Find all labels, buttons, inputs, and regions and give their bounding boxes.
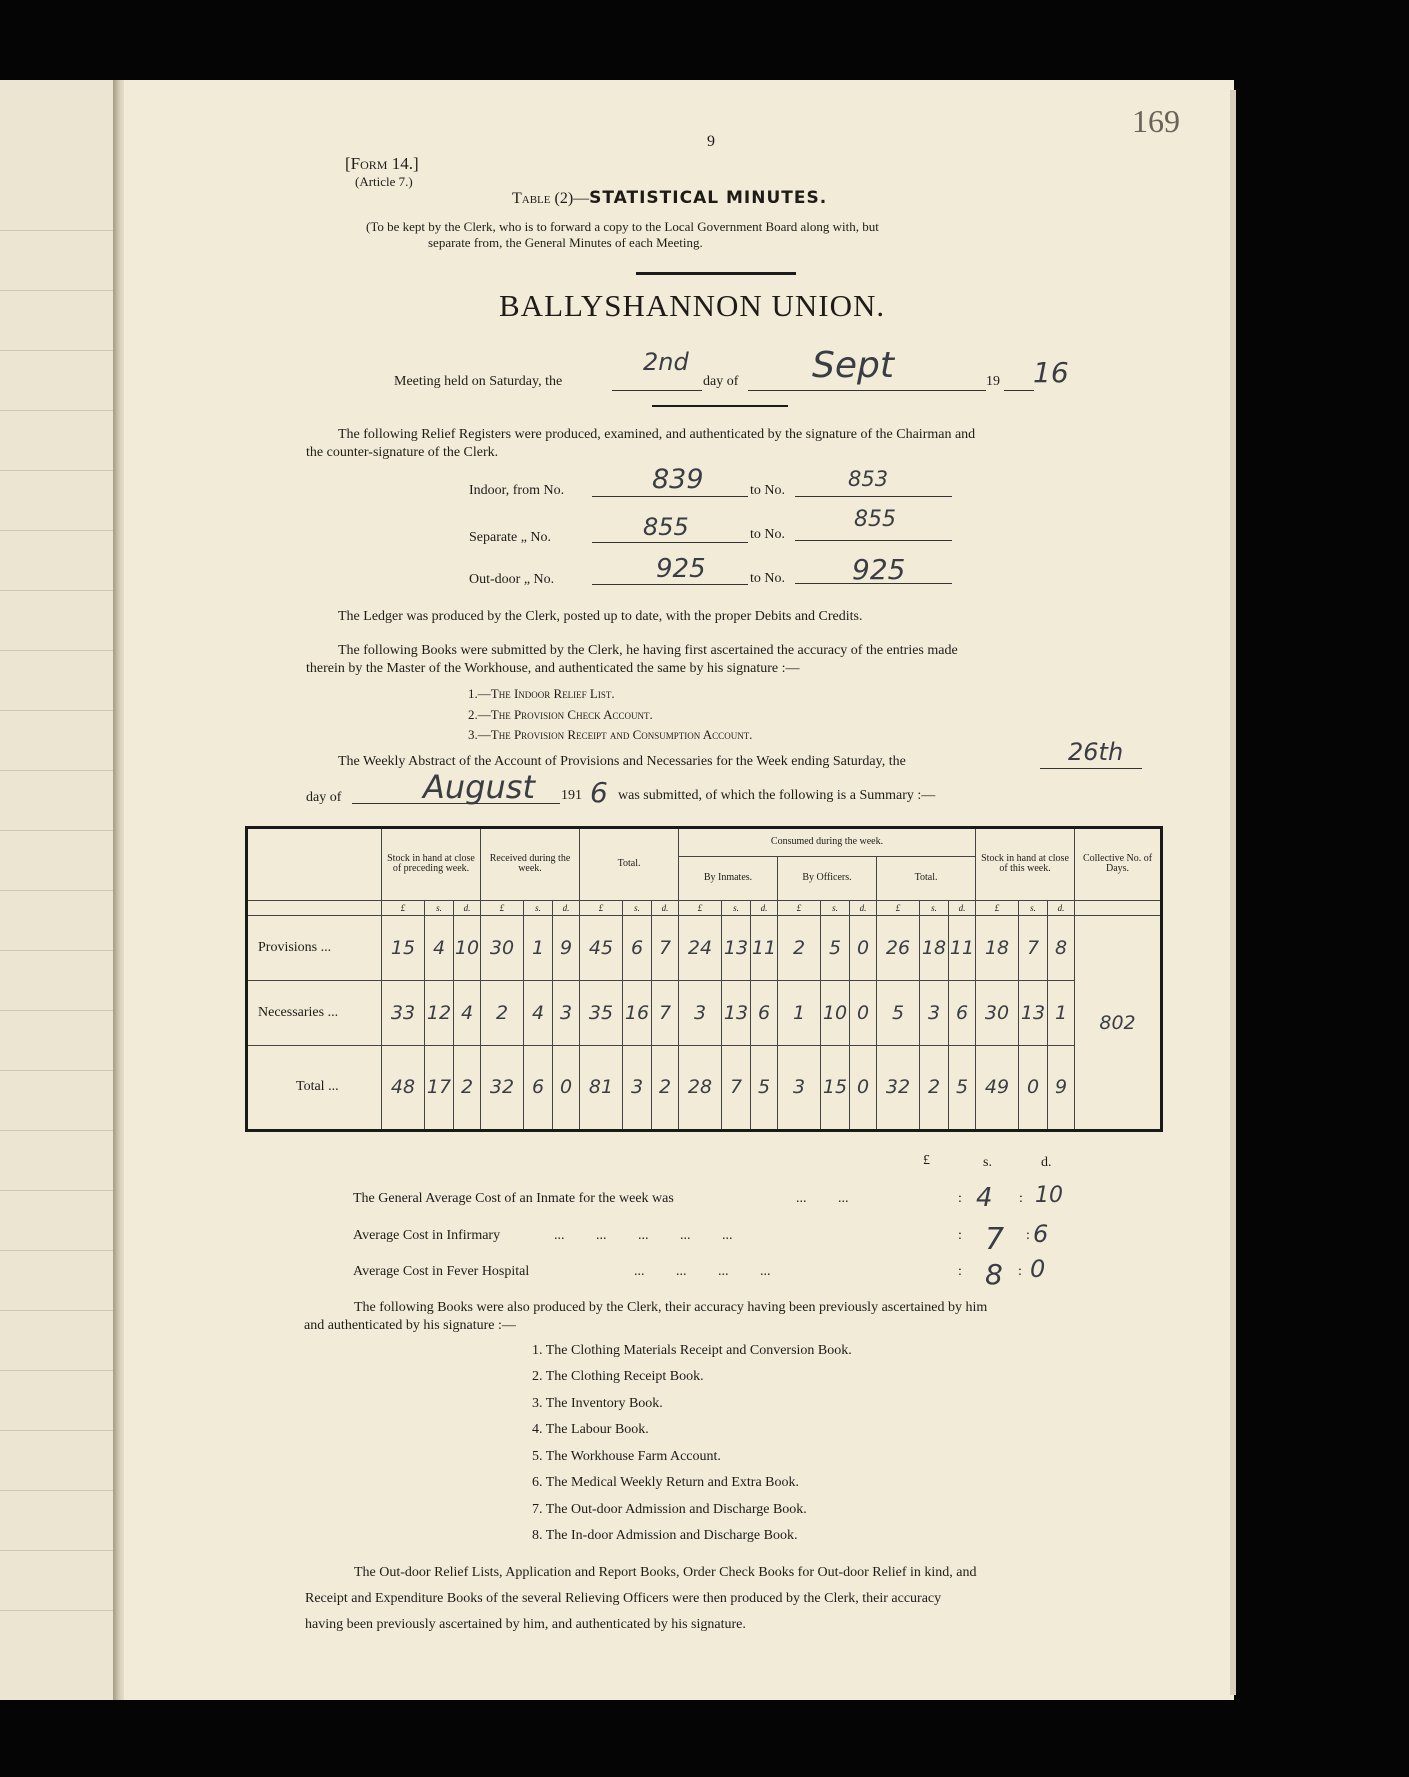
abstract-day-line (1040, 768, 1142, 769)
header-by-inmates: By Inmates. (679, 857, 778, 901)
provisions-dots: ... (320, 940, 332, 956)
table-cell: 6 (751, 981, 778, 1046)
provisions-row (247, 916, 1162, 981)
cost-fever-label: Average Cost in Fever Hospital (353, 1264, 530, 1279)
cost-general-colon: : (958, 1191, 962, 1206)
also-intro-2: and authenticated by his signature :— (304, 1318, 516, 1333)
table-cell: 32 (877, 1045, 920, 1130)
cost-fever-colon: : (958, 1264, 962, 1279)
unit-label: £ (778, 900, 821, 916)
table-cell: 2 (481, 981, 524, 1046)
table-cell: 6 (949, 981, 976, 1046)
table-cell: 2 (920, 1045, 949, 1130)
books-intro-1: The following Books were submitted by the Clerk, he having first ascertained the accuracy of the entries made (338, 643, 958, 658)
meeting-month-line (748, 390, 986, 391)
cost-general-s: 4 (976, 1183, 993, 1213)
table-cell: 0 (553, 1045, 580, 1130)
meeting-prefix-text: Meeting held on Saturday, the (394, 374, 563, 389)
total-row (247, 1045, 1162, 1130)
abstract-year: 6 (590, 776, 608, 809)
register-outdoor-to: 925 (852, 553, 906, 586)
unit-label: £ (976, 900, 1019, 916)
book-also-2: 2. The Clothing Receipt Book. (532, 1369, 704, 1384)
header-stock-end: Stock in hand at close of this week. (976, 828, 1075, 901)
book-submitted-1: 1.—The Indoor Relief List. (468, 686, 615, 701)
unit-label: £ (679, 900, 722, 916)
table-cell: 5 (877, 981, 920, 1046)
necessaries-label: Necessaries (258, 1004, 325, 1020)
cost-general-d: 10 (1035, 1183, 1063, 1208)
table-cell: 4 (454, 981, 481, 1046)
table-cell: 7 (652, 981, 679, 1046)
cost-unit-pence: d. (1041, 1155, 1052, 1170)
unit-label: s. (524, 900, 553, 916)
summary-table (245, 826, 1163, 1132)
table-cell: 2 (454, 1045, 481, 1130)
table-cell: 7 (722, 1045, 751, 1130)
register-outdoor-from: 925 (656, 554, 706, 584)
table-cell: 1 (524, 916, 553, 981)
page-number: 9 (707, 133, 715, 150)
table-cell: 9 (553, 916, 580, 981)
unit-label: s. (1019, 900, 1048, 916)
meeting-year: 16 (1033, 356, 1069, 389)
table-cell: 7 (652, 916, 679, 981)
unit-label: £ (580, 900, 623, 916)
closing-line-2: Receipt and Expenditure Books of the several Relieving Officers were then produced by the Clerk, their accuracy (305, 1591, 942, 1606)
book-submitted-3: 3.—The Provision Receipt and Consumption Account. (468, 727, 753, 742)
meeting-day-line (612, 390, 702, 391)
table-cell: 13 (722, 981, 751, 1046)
table-cell: 33 (382, 981, 425, 1046)
abstract-day-of: day of (306, 790, 342, 805)
total-dots: ... (328, 1079, 339, 1095)
table-cell: 15 (821, 1045, 850, 1130)
meeting-month: Sept (812, 345, 894, 386)
register-outdoor-from-line (592, 584, 748, 585)
table-cell: 4 (425, 916, 454, 981)
meeting-prefix (394, 374, 562, 390)
book-also-5: 5. The Workhouse Farm Account. (532, 1449, 721, 1464)
book-also-4: 4. The Labour Book. (532, 1422, 649, 1437)
unit-blank-collective (1075, 900, 1162, 916)
table-cell: 3 (623, 1045, 652, 1130)
table-cell: 32 (481, 1045, 524, 1130)
closing-line-1: The Out-door Relief Lists, Application and Report Books, Order Check Books for Out-door Relief in kind, and (354, 1565, 977, 1580)
table-cell: 49 (976, 1045, 1019, 1130)
register-indoor-to: 853 (848, 467, 889, 491)
title-main: STATISTICAL MINUTES. (589, 188, 828, 208)
book-also-1: 1. The Clothing Materials Receipt and Conversion Book. (532, 1343, 852, 1358)
title-prefix: Table (2)— (512, 190, 590, 207)
necessaries-row (247, 981, 1162, 1046)
collective-days: 802 (1075, 916, 1162, 1131)
table-cell: 0 (850, 981, 877, 1046)
row-label-provisions (247, 916, 382, 981)
meeting-year-prefix: 19 (986, 374, 1000, 389)
book-also-6: 6. The Medical Weekly Return and Extra Book. (532, 1475, 800, 1490)
table-cell: 6 (524, 1045, 553, 1130)
table-cell: 0 (850, 916, 877, 981)
book-also-7: 7. The Out-door Admission and Discharge Book. (532, 1502, 807, 1517)
header-by-officers: By Officers. (778, 857, 877, 901)
header-total: Total. (580, 828, 679, 901)
register-outdoor-label: Out-door „ No. (469, 572, 555, 587)
book-also-3: 3. The Inventory Book. (532, 1396, 663, 1411)
books-intro-2: therein by the Master of the Workhouse, and authenticated the same by his signature :— (306, 661, 800, 676)
table-cell: 18 (920, 916, 949, 981)
abstract-prefix: The Weekly Abstract of the Account of Provisions and Necessaries for the Week ending Saturday, the (338, 754, 906, 769)
table-cell: 30 (481, 916, 524, 981)
table-cell: 24 (679, 916, 722, 981)
table-cell: 1 (778, 981, 821, 1046)
instruction-line-1: (To be kept by the Clerk, who is to forward a copy to the Local Government Board along with, but (366, 219, 879, 234)
provisions-label: Provisions (258, 940, 318, 956)
form-label: [Form 14.] (345, 154, 419, 173)
meeting-year-line (1004, 390, 1034, 391)
table-cell: 5 (949, 1045, 976, 1130)
table-cell: 81 (580, 1045, 623, 1130)
necessaries-dots: ... (327, 1004, 339, 1020)
register-separate-to-line (795, 540, 952, 541)
header-stock-start: Stock in hand at close of preceding week. (382, 828, 481, 901)
also-intro-1: The following Books were also produced by the Clerk, their accuracy having been previously ascertained by him (354, 1300, 988, 1315)
row-label-necessaries (247, 981, 382, 1046)
cost-fever-d: 0 (1030, 1255, 1046, 1283)
unit-label: s. (920, 900, 949, 916)
table-cell: 9 (1048, 1045, 1075, 1130)
table-cell: 16 (623, 981, 652, 1046)
meeting-day: 2nd (643, 348, 689, 376)
table-cell: 3 (920, 981, 949, 1046)
table-cell: 35 (580, 981, 623, 1046)
table-cell: 2 (652, 1045, 679, 1130)
cost-fever-s: 8 (985, 1258, 1003, 1291)
cost-general-colon-2: : (1019, 1191, 1023, 1206)
table-cell: 26 (877, 916, 920, 981)
header-blank (247, 828, 382, 901)
union-name: BALLYSHANNON UNION. (499, 288, 886, 323)
unit-label: d. (1048, 900, 1075, 916)
register-indoor-to-line (795, 496, 952, 497)
table-cell: 7 (1019, 916, 1048, 981)
table-cell: 45 (580, 916, 623, 981)
table-cell: 5 (751, 1045, 778, 1130)
table-cell: 3 (553, 981, 580, 1046)
cost-fever-dots: ... ... ... ... (634, 1264, 771, 1279)
table-cell: 48 (382, 1045, 425, 1130)
register-separate-from-line (592, 542, 748, 543)
register-separate-to: 855 (854, 507, 896, 532)
unit-label: d. (949, 900, 976, 916)
table-cell: 12 (425, 981, 454, 1046)
units-blank (247, 900, 382, 916)
table-cell: 13 (1019, 981, 1048, 1046)
facing-page (0, 80, 120, 1700)
page-edge (1230, 90, 1236, 1695)
abstract-year-prefix: 191 (561, 788, 582, 803)
header-consumed-total: Total. (877, 857, 976, 901)
table-cell: 11 (751, 916, 778, 981)
abstract-suffix: was submitted, of which the following is a Summary :— (618, 788, 936, 803)
table-cell: 10 (821, 981, 850, 1046)
table-cell: 4 (524, 981, 553, 1046)
unit-label: s. (821, 900, 850, 916)
table-cell: 15 (382, 916, 425, 981)
table-cell: 28 (679, 1045, 722, 1130)
total-label: Total (296, 1079, 325, 1095)
cost-general-label: The General Average Cost of an Inmate for the week was (353, 1191, 674, 1206)
unit-label: d. (553, 900, 580, 916)
meeting-day-of: day of (703, 374, 739, 389)
register-separate-to-label: to No. (750, 527, 785, 542)
table-cell: 5 (821, 916, 850, 981)
cost-unit-pound: £ (923, 1153, 930, 1168)
unit-label: d. (454, 900, 481, 916)
meeting-rule (652, 405, 788, 407)
table-cell: 17 (425, 1045, 454, 1130)
table-cell: 13 (722, 916, 751, 981)
registers-intro-1: The following Relief Registers were produced, examined, and authenticated by the signature of the Chairman and (338, 427, 976, 442)
book-also-8: 8. The In-door Admission and Discharge Book. (532, 1528, 798, 1543)
page-title (512, 188, 827, 208)
table-cell: 3 (679, 981, 722, 1046)
abstract-day: 26th (1068, 738, 1124, 766)
header-consumed: Consumed during the week. (679, 828, 976, 857)
registers-intro-2: the counter-signature of the Clerk. (306, 445, 499, 460)
units-row (247, 900, 1162, 916)
abstract-month: August (423, 768, 535, 806)
unit-label: d. (652, 900, 679, 916)
cost-infirmary-s: 7 (985, 1222, 1005, 1257)
closing-line-3: having been previously ascertained by him, and authenticated by his signature. (305, 1617, 746, 1632)
instruction-line-2: separate from, the General Minutes of each Meeting. (428, 235, 703, 250)
table-cell: 6 (623, 916, 652, 981)
cost-infirmary-label: Average Cost in Infirmary (353, 1228, 501, 1243)
unit-label: d. (751, 900, 778, 916)
table-cell: 11 (949, 916, 976, 981)
table-cell: 0 (850, 1045, 877, 1130)
unit-label: £ (481, 900, 524, 916)
unit-label: £ (382, 900, 425, 916)
unit-label: s. (425, 900, 454, 916)
table-cell: 1 (1048, 981, 1075, 1046)
register-separate-label: Separate „ No. (469, 530, 552, 545)
register-indoor-label: Indoor, from No. (469, 483, 565, 498)
register-indoor-from-line (592, 496, 748, 497)
cost-unit-shilling: s. (983, 1155, 992, 1170)
register-indoor-to-label: to No. (750, 483, 785, 498)
unit-label: s. (623, 900, 652, 916)
table-cell: 18 (976, 916, 1019, 981)
table-cell: 10 (454, 916, 481, 981)
cost-general-dots: ... ... (796, 1191, 849, 1206)
register-outdoor-to-label: to No. (750, 571, 785, 586)
unit-label: s. (722, 900, 751, 916)
header-collective: Collective No. of Days. (1075, 828, 1162, 901)
table-cell: 0 (1019, 1045, 1048, 1130)
title-rule (636, 272, 796, 275)
cost-fever-colon-2: : (1018, 1264, 1022, 1279)
unit-label: £ (877, 900, 920, 916)
cost-infirmary-colon-2: : (1026, 1228, 1030, 1243)
register-separate-from: 855 (643, 513, 689, 541)
cost-infirmary-colon: : (958, 1228, 962, 1243)
cost-infirmary-dots: ... ... ... ... ... (554, 1228, 733, 1243)
ledger-line: The Ledger was produced by the Clerk, posted up to date, with the proper Debits and Credits. (338, 609, 863, 624)
cost-infirmary-d: 6 (1033, 1220, 1049, 1248)
row-label-total (247, 1045, 382, 1130)
folio-number: 169 (1132, 103, 1180, 139)
header-received: Received during the week. (481, 828, 580, 901)
table-cell: 3 (778, 1045, 821, 1130)
form-article: (Article 7.) (355, 174, 413, 189)
register-indoor-from: 839 (652, 464, 704, 495)
table-cell: 2 (778, 916, 821, 981)
book-submitted-2: 2.—The Provision Check Account. (468, 707, 653, 722)
table-cell: 30 (976, 981, 1019, 1046)
unit-label: d. (850, 900, 877, 916)
table-cell: 8 (1048, 916, 1075, 981)
